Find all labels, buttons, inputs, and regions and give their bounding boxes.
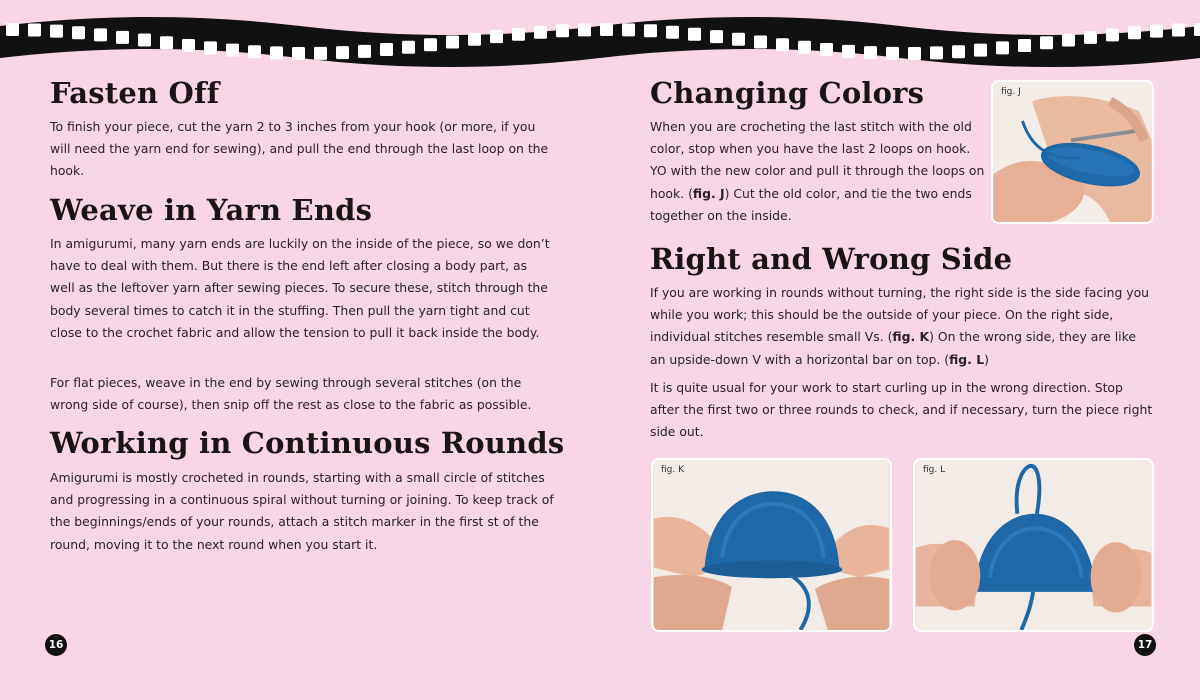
photo-fig-j (991, 80, 1154, 224)
changing-text-a: When you are crocheting the last stitch with the old color, stop when you have the last 2 loops on hook. YO with the new color and pull it through the loops on hook. ( (650, 119, 985, 201)
sides-text-a: If you are working in rounds without turning, the right side is the side facing you while you work; this should be the outside of your piece. On the right side, individual stitches resemble small Vs. ( (650, 285, 1150, 345)
crochet-dome-right-side-illustration (653, 460, 890, 630)
heading-changing-colors: Changing Colors (650, 76, 925, 110)
heading-right-wrong-side: Right and Wrong Side (650, 242, 1013, 276)
sides-text-b: ) On the wrong side, they are like an upside-down V with a horizontal bar on top. ( (650, 329, 1136, 367)
fig-l-label: fig. L (923, 465, 946, 475)
paragraph-fasten-off: To finish your piece, cut the yarn 2 to 3 inches from your hook (or more, if you will need the yarn end for sewing), and pull the end through the last loop on the hook. (50, 119, 549, 179)
page-number-left: 16 (45, 634, 67, 656)
heading-fasten-off: Fasten Off (50, 76, 220, 110)
paragraph-continuous-rounds: Amigurumi is mostly crocheted in rounds, starting with a small circle of stitches and progressing in a continuous spiral without turning or joining. To keep track of the beginnings/ends of your rounds, attach a stitch marker in the first st of the round, moving it to the next round when you start it. (50, 470, 554, 552)
fig-k-label: fig. K (661, 465, 685, 475)
fig-l-reference: fig. L (949, 351, 985, 367)
fig-j-reference: fig. J (692, 185, 725, 201)
changing-text-b: ) Cut the old color, and tie the two ends together on the inside. (650, 185, 972, 223)
paragraph-right-wrong-1 (650, 282, 1155, 371)
paragraph-weave-1: In amigurumi, many yarn ends are luckily on the inside of the piece, so we don’t have to deal with them. But there is the end left after closing a body part, as well as the leftover yarn after sewing pieces. To secure these, stitch through the body several times to catch it in the stuffing. Then pull the yarn tight and cut close to the crochet fabric and allow the tension to pull it back inside the body. (50, 236, 550, 340)
heading-weave-yarn-ends: Weave in Yarn Ends (50, 193, 373, 227)
photo-fig-k (651, 458, 892, 632)
paragraph-changing-colors (650, 116, 985, 227)
right-page (600, 0, 1200, 700)
heading-continuous-rounds: Working in Continuous Rounds (50, 426, 565, 460)
hands-color-change-illustration (993, 82, 1152, 222)
sides-text-c: ) (984, 351, 989, 367)
page-number-right: 17 (1134, 634, 1156, 656)
fig-j-label: fig. J (1001, 87, 1021, 97)
photo-fig-l (913, 458, 1154, 632)
crochet-dome-wrong-side-illustration (915, 460, 1152, 630)
paragraph-weave-2: For flat pieces, weave in the end by sewing through several stitches (on the wrong side of course), then snip off the rest as close to the fabric as possible. (50, 375, 532, 413)
fig-k-reference: fig. K (892, 329, 930, 345)
paragraph-right-wrong-2: It is quite usual for your work to start curling up in the wrong direction. Stop after the first two or three rounds to check, and if necessary, turn the piece right side out. (650, 380, 1153, 440)
